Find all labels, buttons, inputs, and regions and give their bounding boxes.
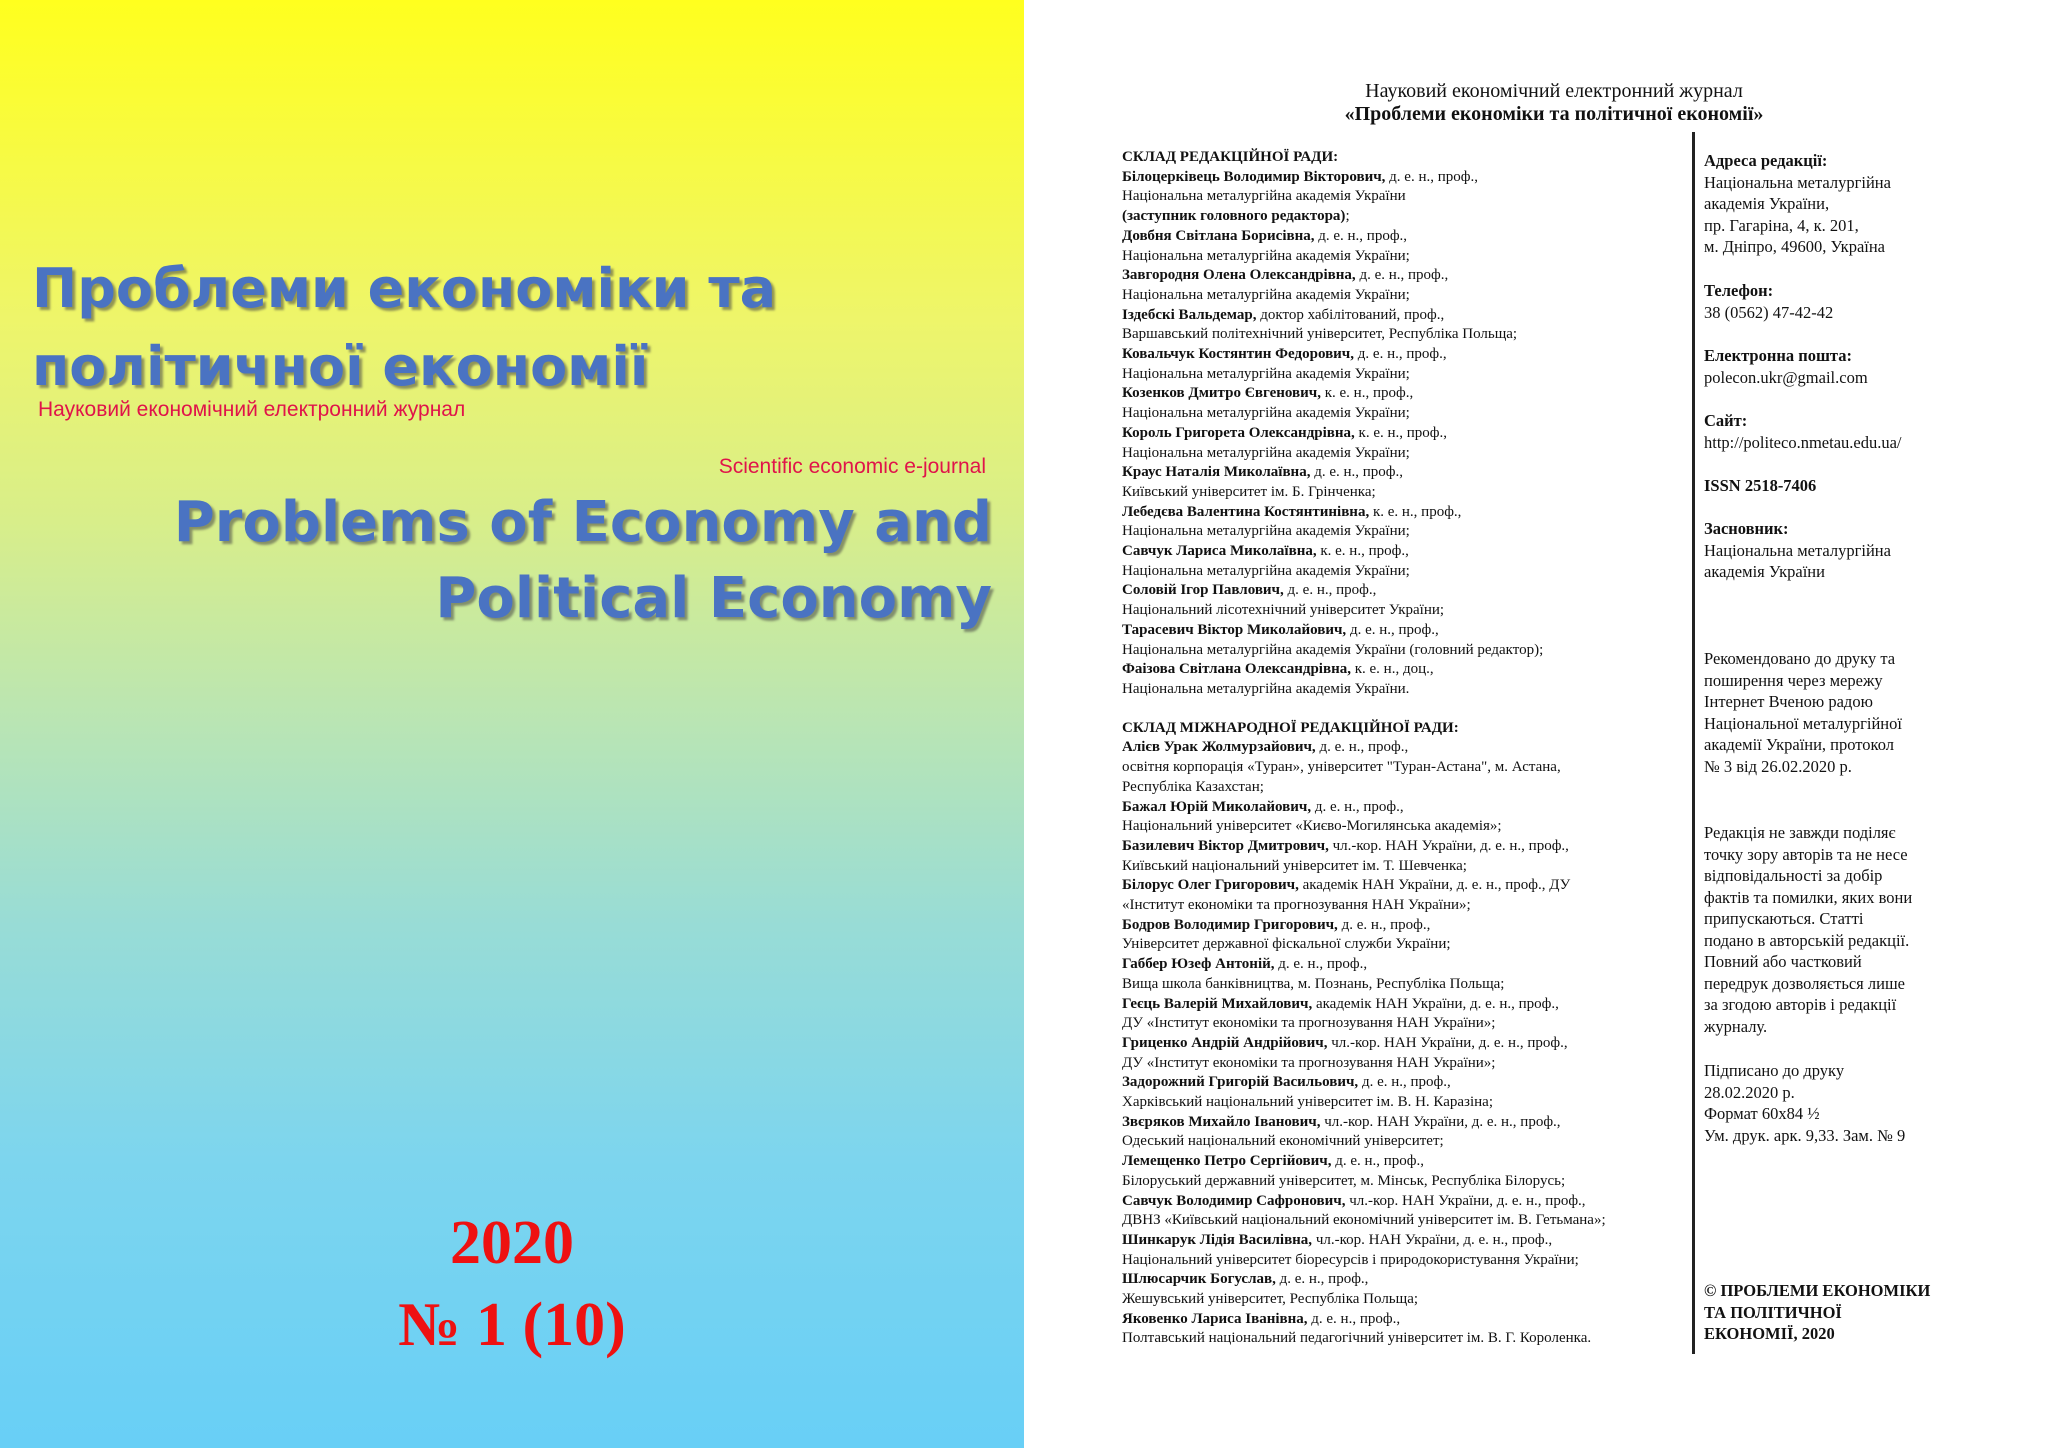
email-block [1704,345,1984,388]
print-info-line: Підписано до друку [1704,1061,1845,1080]
board-member-details: д. е. н., проф., [1311,798,1404,815]
board-member-details: Національна металургійна академія України (головний редактор); [1122,641,1544,658]
board-member-details: д. е. н., проф., [1354,346,1447,363]
founder-block [1704,518,1984,583]
recommendation-line: поширення через мережу [1704,670,1883,690]
board-member-details: Національний університет біоресурсів і природокористування України; [1122,1251,1579,1268]
issn-value: ISSN 2518-7406 [1704,476,1817,495]
board-member-details: к. е. н., доц., [1350,661,1434,678]
board-member-details: д. е. н., проф., [1337,916,1431,933]
board-member-details: академік НАН України, д. е. н., проф., ДУ [1298,877,1571,894]
phone-label: Телефон: [1704,281,1774,300]
email-label: Електронна пошта: [1704,346,1852,365]
board-member-details: Національний університет «Києво-Могилянська академія»; [1122,818,1502,835]
board-member-details: Київський університет ім. Б. Грінченка; [1122,483,1376,500]
board-member-name: Краус Наталія Миколаївна, [1122,464,1311,481]
copyright-line: ТА ПОЛІТИЧНОЇ [1704,1302,1842,1322]
board-member-line [1122,542,1722,562]
intl-board-list [1122,738,1722,1349]
cover-title-ua-line1: Проблеми економіки та [32,257,777,320]
cover-title-en-line2: Political Economy [435,566,992,631]
board-member-name: Білоцерківець Володимир Вікторович, [1122,168,1386,185]
board-member-name: Алієв Урак Жолмурзайович, [1122,739,1316,756]
board-member-details: Національна металургійна академія України; [1122,405,1410,422]
board-member-line [1122,581,1722,601]
board-member-line [1122,1152,1722,1172]
address-line: академія України, [1704,194,1830,213]
board-member-line [1122,738,1722,758]
board-member-name: Козенков Дмитро Євгенович, [1122,385,1321,402]
board-member-details: чл.-кор. НАН України, д. е. н., проф., [1327,1034,1568,1051]
editorial-board-list [1122,168,1722,700]
disclaimer-line: фактів та помилки, яких вони [1704,887,1913,907]
board-member-details: д. е. н., проф., [1275,1271,1369,1288]
board-member-details: д. е. н., проф., [1355,267,1449,284]
disclaimer-line: точку зору авторів та не несе [1704,844,1908,864]
board-member-line [1122,1014,1722,1034]
board-member-line [1122,857,1722,877]
email-value[interactable]: polecon.ukr@gmail.com [1704,367,1868,387]
board-member-name: Савчук Володимир Сафронович, [1122,1192,1346,1209]
board-member-details: Національна металургійна академія України; [1122,365,1410,382]
board-member-line [1122,266,1722,286]
board-member-line [1122,1132,1722,1152]
board-member-details: д. е. н., проф., [1385,168,1478,185]
founder-label: Засновник: [1704,519,1789,538]
board-member-details: ДВНЗ «Київський національний економічний університет ім. В. Гетьмана»; [1122,1212,1606,1229]
board-member-details: к. е. н., проф., [1354,424,1448,441]
section-gap [1122,700,1722,719]
board-member-details: чл.-кор. НАН України, д. е. н., проф., [1312,1231,1553,1248]
board-member-details: Університет державної фіскальної служби України; [1122,936,1451,953]
board-member-line [1122,955,1722,975]
board-member-details: д. е. н., проф., [1331,1153,1425,1170]
board-member-line [1122,1310,1722,1330]
cover-issue-number: № 1 (10) [398,1291,626,1359]
board-heading: СКЛАД РЕДАКЦІЙНОЇ РАДИ: [1122,149,1339,165]
cover-title-ua-line2: політичної економії [32,335,649,398]
cover-year: 2020 [450,1209,574,1277]
board-member-line [1122,384,1722,404]
board-member-details: чл.-кор. НАН України, д. е. н., проф., [1320,1113,1561,1130]
board-member-name: Геєць Валерій Михайлович, [1122,995,1313,1012]
cover-subtitle-en: Scientific economic e-journal [718,455,986,478]
board-member-details: к. е. н., проф., [1320,385,1414,402]
phone-block [1704,280,1984,323]
board-member-name: Гриценко Андрій Андрійович, [1122,1034,1328,1051]
address-line: м. Дніпро, 49600, Україна [1704,237,1886,256]
site-block [1704,410,1984,453]
cover-subtitle-ua: Науковий економічний електронний журнал [38,398,466,421]
board-member-line [1122,916,1722,936]
board-member-line [1122,660,1722,680]
board-member-details: Одеський національний економічний університет; [1122,1133,1444,1150]
disclaimer-line: Повний або частковий [1704,952,1862,971]
board-member-name: (заступник головного редактора) [1122,208,1346,225]
board-member-name: Лебедєва Валентина Костянтинівна, [1122,503,1370,520]
board-member-name: Довбня Світлана Борисівна, [1122,227,1315,244]
board-member-line [1122,562,1722,582]
board-member-details: Варшавський політехнічний університет, Республіка Польща; [1122,326,1518,343]
board-member-details: Вища школа банківництва, м. Познань, Республіка Польща; [1122,975,1505,992]
disclaimer-line: за згодою авторів і редакції [1704,995,1897,1014]
board-member-details: д. е. н., проф., [1274,956,1368,973]
imprint-header-line2: «Проблеми економіки та політичної економії» [1344,103,1764,125]
board-member-line [1122,896,1722,916]
recommendation-block [1704,648,1984,777]
issn-block [1704,475,1984,497]
print-info-line: Ум. друк. арк. 9,33. Зам. № 9 [1704,1125,1906,1145]
board-member-details: д. е. н., проф., [1314,227,1408,244]
board-member-line [1122,503,1722,523]
board-member-details: Національна металургійна академія України; [1122,286,1410,303]
copyright-line: ЕКОНОМІЇ, 2020 [1704,1324,1835,1343]
board-member-name: Звєряков Михайло Іванович, [1122,1113,1321,1130]
print-info-line: 28.02.2020 р. [1704,1082,1795,1102]
board-member-line [1122,1329,1722,1349]
disclaimer-line: подано в авторській редакції. [1704,930,1910,950]
board-member-line [1122,306,1722,326]
board-member-details: освітня корпорація «Туран», університет "Туран-Астана", м. Астана, [1122,759,1561,776]
disclaimer-block [1704,822,1984,1037]
board-member-line [1122,1251,1722,1271]
address-line: Національна металургійна [1704,172,1891,192]
board-member-line [1122,365,1722,385]
board-member-line [1122,680,1722,700]
board-member-details: Харківський національний університет ім. В. Н. Каразіна; [1122,1094,1494,1111]
board-member-name: Тарасевич Віктор Миколайович, [1122,621,1347,638]
intl-board-heading: СКЛАД МІЖНАРОДНОЇ РЕДАКЦІЙНОЇ РАДИ: [1122,719,1459,736]
site-label: Сайт: [1704,411,1748,430]
board-member-details: д. е. н., проф., [1310,464,1404,481]
board-member-details: Національний лісотехнічний університет України; [1122,602,1445,619]
board-member-line [1122,1034,1722,1054]
board-member-details: Національна металургійна академія України; [1122,247,1410,264]
board-member-name: Король Григорета Олександрівна, [1122,424,1355,441]
board-member-details: ДУ «Інститут економіки та прогнозування НАН України»; [1122,1015,1496,1032]
board-member-details: д. е. н., проф., [1315,739,1409,756]
board-member-details: Київський національний університет ім. Т. Шевченка; [1122,857,1467,874]
board-member-details: Національна металургійна академія України; [1122,562,1410,579]
disclaimer-line: передрук дозволяється лише [1704,973,1905,993]
board-member-details: к. е. н., проф., [1369,503,1462,520]
phone-value: 38 (0562) 47-42-42 [1704,302,1834,322]
board-member-line [1122,168,1722,188]
board-member-line [1122,522,1722,542]
board-member-line [1122,286,1722,306]
board-member-name: Яковенко Лариса Іванівна, [1122,1310,1308,1327]
recommendation-line: академії України, протокол [1704,735,1894,754]
recommendation-line: Інтернет Вченою радою [1704,692,1873,711]
board-member-line [1122,1290,1722,1310]
disclaimer-line: припускаються. Статті [1704,909,1864,928]
address-label: Адреса редакції: [1704,151,1828,170]
board-member-name: Ковальчук Костянтин Федорович, [1122,346,1355,363]
board-member-line [1122,876,1722,896]
recommendation-line: Рекомендовано до друку та [1704,649,1896,668]
board-member-details: Полтавський національний педагогічний університет ім. В. Г. Короленка. [1122,1330,1592,1347]
board-member-details: д. е. н., проф., [1283,582,1377,599]
address-lines [1704,172,1984,258]
board-member-name: Лемещенко Петро Сергійович, [1122,1153,1332,1170]
board-member-line [1122,1270,1722,1290]
board-member-name: Задорожний Григорій Васильович, [1122,1074,1359,1091]
print-info-block [1704,1060,1984,1146]
board-member-line [1122,995,1722,1015]
board-member-line [1122,227,1722,247]
board-member-details: чл.-кор. НАН України, д. е. н., проф., [1328,837,1569,854]
board-member-details: Національна металургійна академія України [1122,188,1406,205]
board-member-name: Іздебскі Вальдемар, [1122,306,1257,323]
board-member-name: Фаізова Світлана Олександрівна, [1122,661,1351,678]
board-member-details: ; [1345,208,1350,225]
address-line: пр. Гагаріна, 4, к. 201, [1704,215,1859,235]
board-member-line [1122,404,1722,424]
board-member-name: Завгородня Олена Олександрівна, [1122,267,1356,284]
board-member-line [1122,345,1722,365]
print-info-lines [1704,1060,1984,1146]
copyright-block [1704,1280,1984,1345]
board-member-details: д. е. н., проф., [1358,1074,1451,1091]
board-member-line [1122,758,1722,778]
board-member-name: Соловій Ігор Павлович, [1122,582,1284,599]
copyright-lines [1704,1280,1984,1345]
board-member-line [1122,1211,1722,1231]
board-member-details: Національна металургійна академія України. [1122,680,1410,697]
disclaimer-line: відповідальності за добір [1704,866,1883,885]
board-member-line [1122,1073,1722,1093]
editorial-board-column [1122,148,1722,1349]
print-info-line: Формат 60х84 ½ [1704,1104,1820,1123]
board-member-line [1122,1054,1722,1074]
board-member-name: Бодров Володимир Григорович, [1122,916,1338,933]
imprint-header-line1: Науковий економічний електронний журнал [1365,80,1743,102]
board-member-line [1122,483,1722,503]
board-member-line [1122,601,1722,621]
board-member-details: д. е. н., проф., [1346,621,1439,638]
board-member-line [1122,1172,1722,1192]
board-member-name: Шинкарук Лідія Василівна, [1122,1231,1313,1248]
disclaimer-lines [1704,822,1984,1037]
board-member-line [1122,778,1722,798]
address-block [1704,150,1984,258]
board-member-line [1122,641,1722,661]
board-member-line [1122,424,1722,444]
recommendation-lines [1704,648,1984,777]
board-member-line [1122,1192,1722,1212]
board-member-name: Савчук Лариса Миколаївна, [1122,543,1317,560]
board-member-line [1122,935,1722,955]
board-member-line [1122,837,1722,857]
board-member-details: Республіка Казахстан; [1122,778,1264,795]
board-member-line [1122,798,1722,818]
disclaimer-line: Редакція не завжди поділяє [1704,823,1896,842]
board-member-line [1122,325,1722,345]
board-member-line [1122,1113,1722,1133]
board-member-name: Габбер Юзеф Антоній, [1122,956,1275,973]
board-member-name: Шлюсарчик Богуслав, [1122,1271,1276,1288]
board-member-details: доктор хабілітований, проф., [1256,306,1445,323]
cover-title-en [12,485,992,637]
board-member-details: Жешувський університет, Республіка Польща; [1122,1291,1419,1308]
board-member-line [1122,621,1722,641]
recommendation-line: № 3 від 26.02.2020 р. [1704,756,1852,776]
board-member-line [1122,975,1722,995]
board-member-line [1122,187,1722,207]
founder-line: академія України [1704,562,1825,581]
board-member-details: Національна металургійна академія України; [1122,523,1410,540]
copyright-line: © ПРОБЛЕМИ ЕКОНОМІКИ [1704,1281,1931,1300]
board-member-name: Базилевич Віктор Дмитрович, [1122,837,1329,854]
site-link[interactable]: http://politeco.nmetau.edu.ua/ [1704,432,1902,452]
board-member-details: Національна металургійна академія України; [1122,444,1410,461]
board-member-name: Білорус Олег Григорович, [1122,877,1299,894]
board-member-line [1122,817,1722,837]
column-divider [1692,132,1695,1354]
disclaimer-line: журналу. [1704,1016,1768,1036]
recommendation-line: Національної металургійної [1704,713,1902,733]
imprint-page [1024,0,2048,1448]
board-member-details: чл.-кор. НАН України, д. е. н., проф., [1345,1192,1586,1209]
board-member-line [1122,444,1722,464]
founder-lines [1704,540,1984,583]
board-member-details: ДУ «Інститут економіки та прогнозування НАН України»; [1122,1054,1496,1071]
board-member-line [1122,247,1722,267]
board-member-line [1122,1231,1722,1251]
board-member-line [1122,463,1722,483]
board-member-line [1122,207,1722,227]
board-member-details: к. е. н., проф., [1316,543,1409,560]
board-member-line [1122,1093,1722,1113]
board-member-details: «Інститут економіки та прогнозування НАН України»; [1122,897,1471,914]
board-member-details: д. е. н., проф., [1307,1310,1401,1327]
cover-title-ua [32,250,1012,406]
cover-title-en-line1: Problems of Economy and [173,490,992,555]
board-member-name: Бажал Юрій Миколайович, [1122,798,1312,815]
board-member-details: академік НАН України, д. е. н., проф., [1312,995,1559,1012]
founder-line: Національна металургійна [1704,540,1891,560]
board-member-details: Білоруський державний університет, м. Мінськ, Республіка Білорусь; [1122,1172,1566,1189]
